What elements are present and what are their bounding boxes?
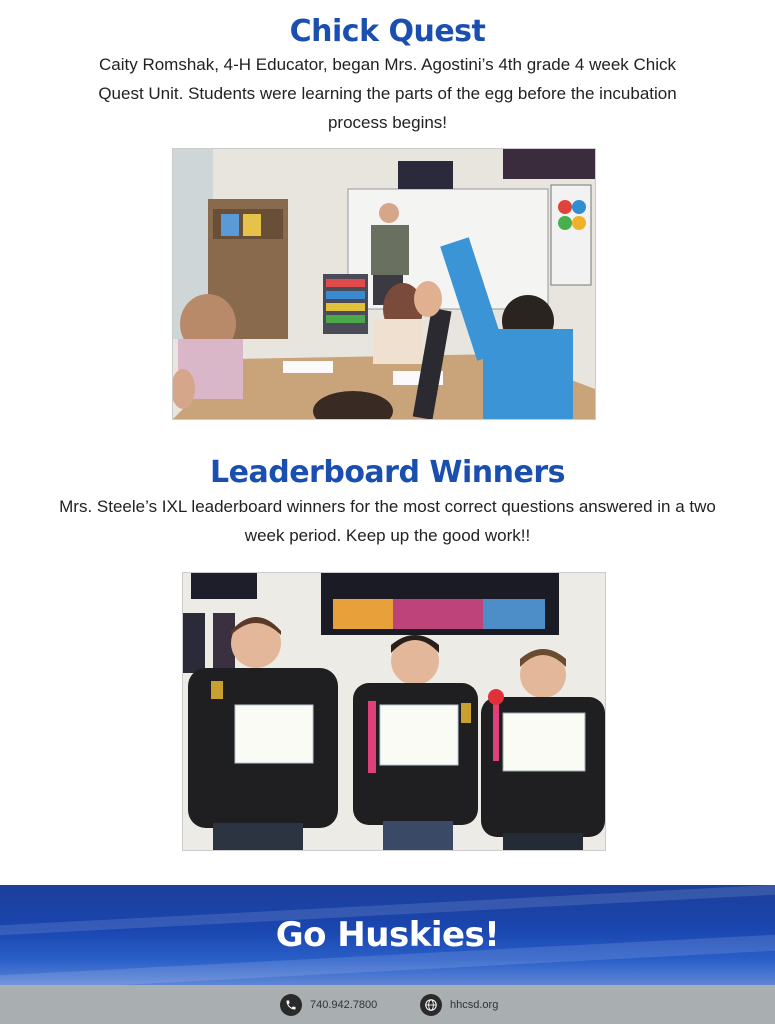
phone-number: 740.942.7800 bbox=[310, 999, 378, 1011]
leaderboard-description bbox=[10, 492, 765, 550]
leaderboard-winners-photo bbox=[182, 572, 606, 851]
footer-website[interactable] bbox=[420, 994, 498, 1016]
chick-quest-line-3: process begins! bbox=[327, 113, 448, 132]
leaderboard-line-2: week period. Keep up the good work!! bbox=[244, 526, 531, 545]
leaderboard-title: Leaderboard Winners bbox=[210, 455, 565, 490]
banner-text: Go Huskies! bbox=[275, 915, 500, 955]
website-link[interactable]: hhcsd.org bbox=[450, 999, 499, 1011]
phone-icon bbox=[280, 994, 302, 1016]
chick-quest-line-2: Quest Unit. Students were learning the parts of the egg before the incubation bbox=[98, 84, 677, 103]
globe-icon bbox=[420, 994, 442, 1016]
chick-quest-description bbox=[20, 50, 755, 137]
footer bbox=[0, 985, 775, 1024]
classroom-photo bbox=[172, 148, 596, 420]
chick-quest-line-1: Caity Romshak, 4-H Educator, began Mrs. Agostini’s 4th grade 4 week Chick bbox=[98, 55, 677, 74]
go-huskies-banner bbox=[0, 885, 775, 985]
footer-phone[interactable] bbox=[280, 994, 377, 1016]
leaderboard-line-1: Mrs. Steele’s IXL leaderboard winners for the most correct questions answered in a two bbox=[59, 497, 716, 516]
chick-quest-title: Chick Quest bbox=[289, 14, 486, 49]
